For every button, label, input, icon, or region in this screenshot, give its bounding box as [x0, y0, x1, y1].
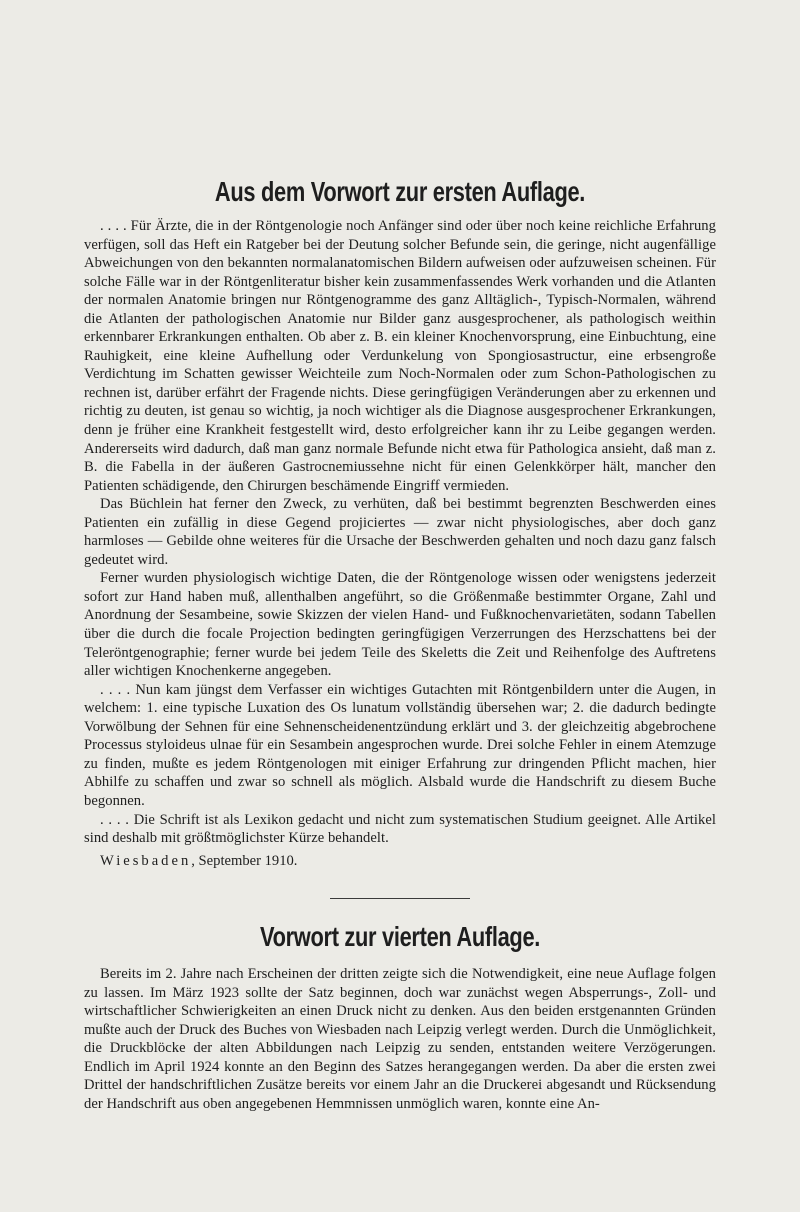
- section-divider: [330, 898, 470, 899]
- place-and-date: [84, 852, 716, 871]
- paragraph: Das Büchlein hat ferner den Zweck, zu verhüten, daß bei bestimmt begrenzten Beschwerden eines Patienten ein zufällig in diese Gegend projiciertes — zwar nicht physiologisches, aber doch ganz harmloses — Gebilde ohne weiteres für die Ursache der Beschwerden gehalten und noch dazu ganz falsch gedeutet wird.: [84, 496, 716, 568]
- paragraph: Bereits im 2. Jahre nach Erscheinen der dritten zeigte sich die Notwendigkeit, eine neue Auflage folgen zu lassen. Im März 1923 sollte der Satz beginnen, doch war zunächst wegen Absperrungs-, Zoll- und wirtschaftlicher Schwierigkeiten an einen Druck nicht zu denken. Aus den beiden erstgenannten Gründen mußte auch der Druck des Buches von Wiesbaden nach Leipzig verlegt werden. Durch die Unmöglichkeit, die Druckblöcke der alten Abbildungen nach Leipzig zu senden, entstanden weitere Verzögerungen. Endlich im April 1924 konnte an den Beginn des Satzes herangegangen werden. Da aber die ersten zwei Drittel der handschriftlichen Zusätze bereits vor einem Jahr an die Druckerei abgesandt und Rücksendung der Handschrift aus oben angegebenen Hemmnissen unmöglich waren, konnte eine An-: [84, 966, 716, 1112]
- preface-first-edition-title: Aus dem Vorwort zur ersten Auflage.: [214, 176, 586, 207]
- place-name: Wiesbaden: [100, 852, 192, 869]
- preface-first-edition: [84, 176, 716, 870]
- paragraph: . . . . Für Ärzte, die in der Röntgenologie noch Anfänger sind oder über noch keine reichliche Erfahrung verfügen, soll das Heft ein Ratgeber bei der Deutung solcher Befunde sein, die geringe, nicht augenfällige Abweichungen von den bekannten normalanatomischen Bildern aufweisen oder aufzuweisen scheinen. Für solche Fälle war in der Röntgenliteratur bisher kein zusammenfassendes Werk vorhanden und die Atlanten der normalen Anatomie bringen nur Röntgenogramme des ganz Alltäglich-, Typisch-Normalen, während die Atlanten der pathologischen Anatomie nur Bilder ganz ausgesprochener, als pathologisch weithin erkennbarer Erkrankungen enthalten. Ob aber z. B. ein kleiner Knochenvorsprung, eine Einbuchtung, eine Rauhigkeit, eine kleine Aufhellung oder Verdunkelung von Spongiosastructur, eine erbsengroße Verdichtung im Schatten gewisser Weichteile zum Noch-Normalen oder zum Schon-Pathologischen zu rechnen ist, darüber erfährt der Fragende nichts. Diese geringfügigen Veränderungen aber zu erkennen und richtig zu deuten, ist genau so wichtig, ja noch wichtiger als die Diagnose ausgesprochener Erkrankungen, denn je früher eine Krankheit festgestellt wird, desto erfolgreicher kann ihr zu Leibe gegangen werden. Andererseits wird dadurch, daß man ganz normale Befunde nicht etwa für Pathologica ansieht, daß man z. B. die Fabella in der äußeren Gastrocnemiussehne nicht für einen Gelenkkörper hält, mancher den Patienten schädigende, den Chirurgen beschämende Eingriff vermieden.: [84, 218, 716, 494]
- paragraph: . . . . Die Schrift ist als Lexikon gedacht und nicht zum systematischen Studium geeignet. Alle Artikel sind deshalb mit größtmöglichster Kürze behandelt.: [84, 811, 716, 847]
- paragraph: Ferner wurden physiologisch wichtige Daten, die der Röntgenologe wissen oder wenigstens jederzeit sofort zur Hand haben muß, allenthalben angeführt, so die Größenmaße bestimmter Organe, Zahl und Anordnung der Sesambeine, sowie Skizzen der vielen Hand- und Fußknochenvarietäten, sodann Tabellen über die durch die focale Projection bedingten geringfügigen Verzerrungen des Herzschattens bei der Teleröntgenographie; ferner wurde bei jedem Teile des Skeletts die Zeit und Reihenfolge des Auftretens aller wichtigen Knochenkerne angegeben.: [84, 570, 716, 680]
- preface-fourth-edition-title: Vorwort zur vierten Auflage.: [259, 921, 541, 953]
- paragraph: . . . . Nun kam jüngst dem Verfasser ein wichtiges Gutachten mit Röntgenbildern unter die Augen, in welchem: 1. eine typische Luxation des Os lunatum vollständig übersehen war; 2. die dadurch bedingte Vorwölbung der Sehnen für eine Sehnenscheidenentzündung erklärt und 3. der gleichzeitig abgebrochene Processus styloideus ulnae für ein Sesambein angesprochen wurde. Drei solche Fehler in einem Atemzuge zu finden, mußte es jedem Röntgenologen mit einiger Erfahrung zur dringenden Pflicht machen, hier Abhilfe zu schaffen und zwar so schnell als möglich. Alsbald wurde die Handschrift zu diesem Buche begonnen.: [84, 681, 716, 809]
- date: , September 1910.: [191, 852, 298, 869]
- preface-fourth-edition: [84, 921, 716, 1113]
